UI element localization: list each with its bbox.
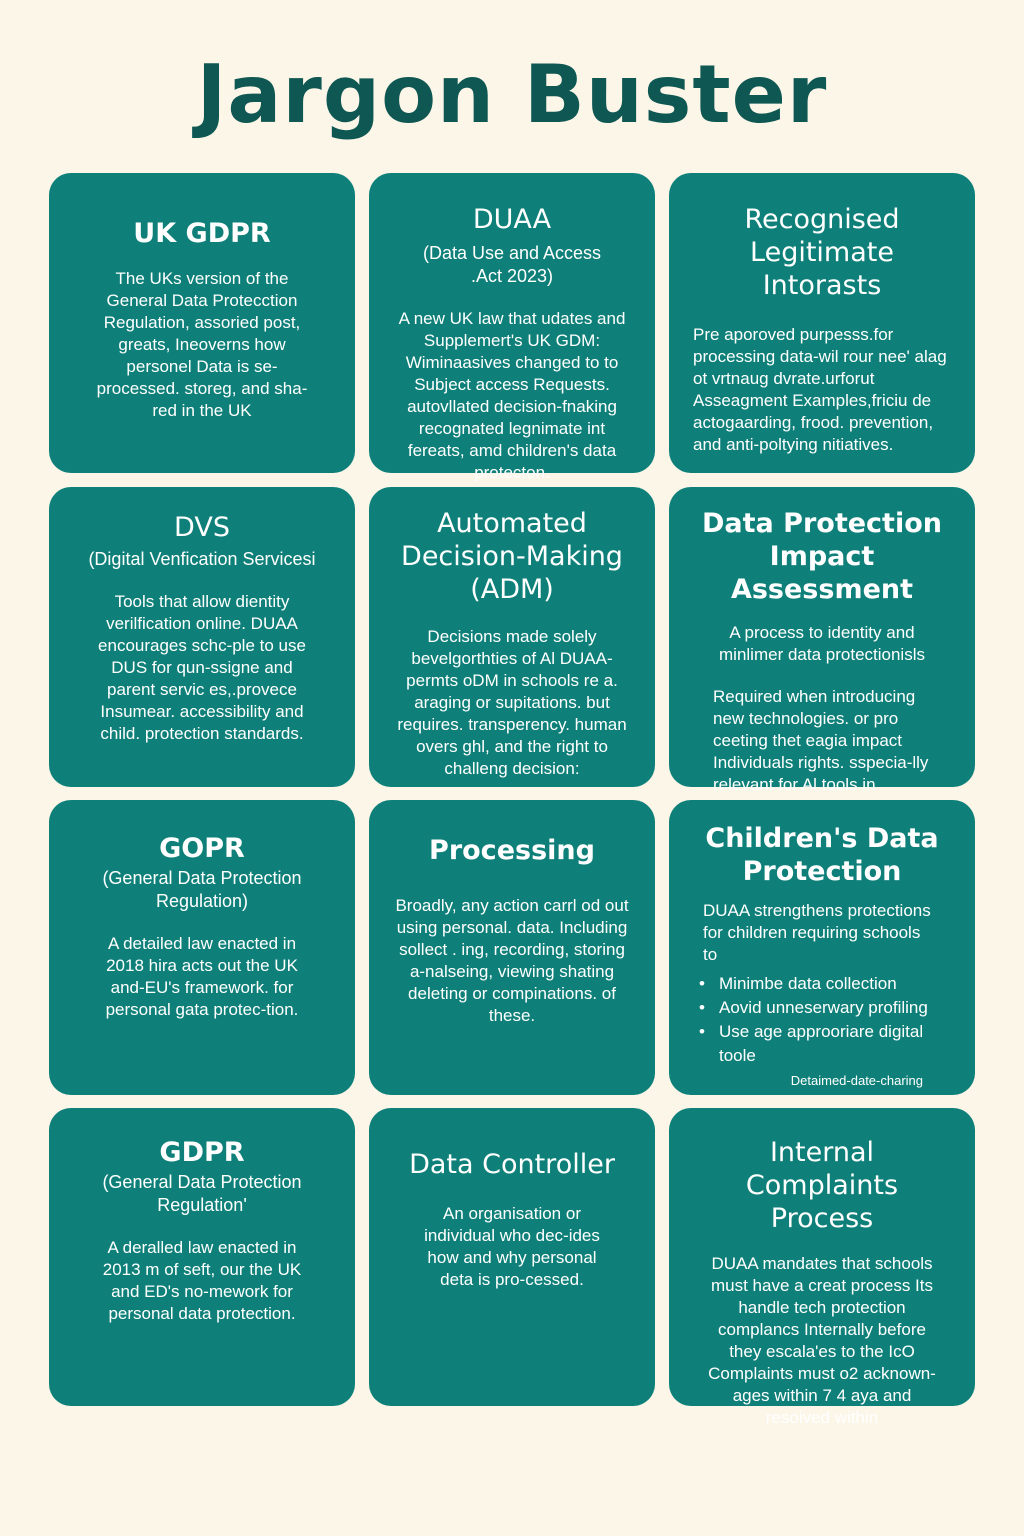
card-title: GOPR bbox=[159, 833, 245, 864]
card-subtitle: (General Data Protection Regulation) bbox=[102, 868, 302, 911]
card-body: Pre aporoved purpesss.for processing data-wil rour nee' alag ot vrtnaug dvrate.urforut Asseagment Examples,friciu de actogaarding, frood. prevention, and anti-poltying nitiatives. bbox=[693, 325, 947, 454]
page-title: Jargon Buster bbox=[196, 48, 828, 141]
card-title: Children's Data Protection bbox=[705, 823, 939, 887]
card-title: UK GDPR bbox=[133, 218, 271, 249]
card-body: A detailed law enacted in 2018 hira acts out the UK and-EU's framework. for personal gata protec-tion. bbox=[105, 934, 299, 1019]
card-title: Processing bbox=[429, 835, 595, 866]
card-body: Tools that allow dientity verilfication online. DUAA encourages schc-ple to use DUS for qun-ssigne and parent servic es,.provece Insumear. accessibility and child. protection standards. bbox=[98, 592, 306, 743]
card-data-protection-impact-assessment bbox=[669, 487, 975, 794]
bullet-item: • Aovid unneserwary profiling bbox=[697, 996, 953, 1020]
card-body: A process to identity and minlimer data protectionisls bbox=[719, 623, 925, 664]
card-subtitle: (Data Use and Access .Act 2023) bbox=[422, 243, 602, 286]
bullet-item: • Use age approoriare digital toole bbox=[697, 1020, 953, 1068]
card-title: Data Protection Impact Assessment bbox=[702, 508, 942, 605]
card-title: DVS bbox=[174, 512, 230, 543]
card-title: Recognised Legitimate Intorasts bbox=[744, 204, 900, 301]
card-data-controller bbox=[369, 1108, 655, 1406]
card-recognised-legitimate-interests bbox=[669, 173, 975, 473]
card-title: Internal Complaints Process bbox=[745, 1137, 899, 1234]
card-childrens-data-protection bbox=[669, 800, 975, 1095]
card-gdpr bbox=[49, 1108, 355, 1406]
card-body: An organisation or individual who dec-ides how and why personal deta is pro-cessed. bbox=[424, 1204, 600, 1289]
card-duaa bbox=[369, 173, 655, 482]
card-title: GDPR bbox=[159, 1137, 245, 1168]
card-body: A deralled law enacted in 2013 m of seft, our the UK and ED's no-mework for personal data protection. bbox=[102, 1238, 302, 1323]
card-dvs bbox=[49, 487, 355, 787]
card-subtitle: (Digital Venfication Servicesi bbox=[88, 549, 316, 569]
card-footnote: Detaimed-date-charing bbox=[790, 1073, 923, 1088]
card-body-secondary: Required when introducing new technologies. or pro ceeting thet eagia impact Individuals rights. sspecia-lly relevant for Al tools in bbox=[713, 687, 929, 794]
bullet-item: • Minimbe data collection bbox=[697, 972, 953, 996]
card-gopr bbox=[49, 800, 355, 1095]
card-body: A new UK law that udates and Supplemert's UK GDM: Wiminaasives changed to to Subject access Requests. autovllated decision-fnaking recognated legnimate int fereats, amd children's data protecton. bbox=[398, 309, 626, 482]
card-automated-decision-making bbox=[369, 487, 655, 787]
card-body: Decisions made solely bevelgorthties of Al DUAA-permts oDM in schools re a. araging or supitations. but requires. transperency. human overs ghl, and the right to challeng decision: bbox=[397, 627, 627, 778]
bullet-list bbox=[691, 972, 953, 1068]
card-body: DUAA strengthens protections for children requiring schools to bbox=[703, 901, 931, 964]
card-title: Automated Decision-Making (ADM) bbox=[401, 508, 623, 605]
card-internal-complaints-process bbox=[669, 1108, 975, 1427]
card-uk-gdpr bbox=[49, 173, 355, 473]
card-processing bbox=[369, 800, 655, 1095]
card-subtitle: (General Data Protection Regulation' bbox=[102, 1172, 302, 1215]
card-body: The UKs version of the General Data Protecction Regulation, assoried post, greats, Ineoverns how personel Data is se-processed. storeg, and sha-red in the UK bbox=[96, 269, 308, 420]
card-title: Data Controller bbox=[409, 1149, 615, 1180]
card-body: Broadly, any action carrl od out using personal. data. Including sollect . ing, recording, storing a-nalseing, viewing shating deleting or compinations. of these. bbox=[395, 896, 629, 1025]
card-body: DUAA mandates that schools must have a creat process Its handle tech protection complancs Internally before they escala'es to the IcO Complaints must o2 acknown-ages within 7 4 aya and resoived within bbox=[708, 1254, 936, 1427]
card-title: DUAA bbox=[472, 204, 552, 235]
